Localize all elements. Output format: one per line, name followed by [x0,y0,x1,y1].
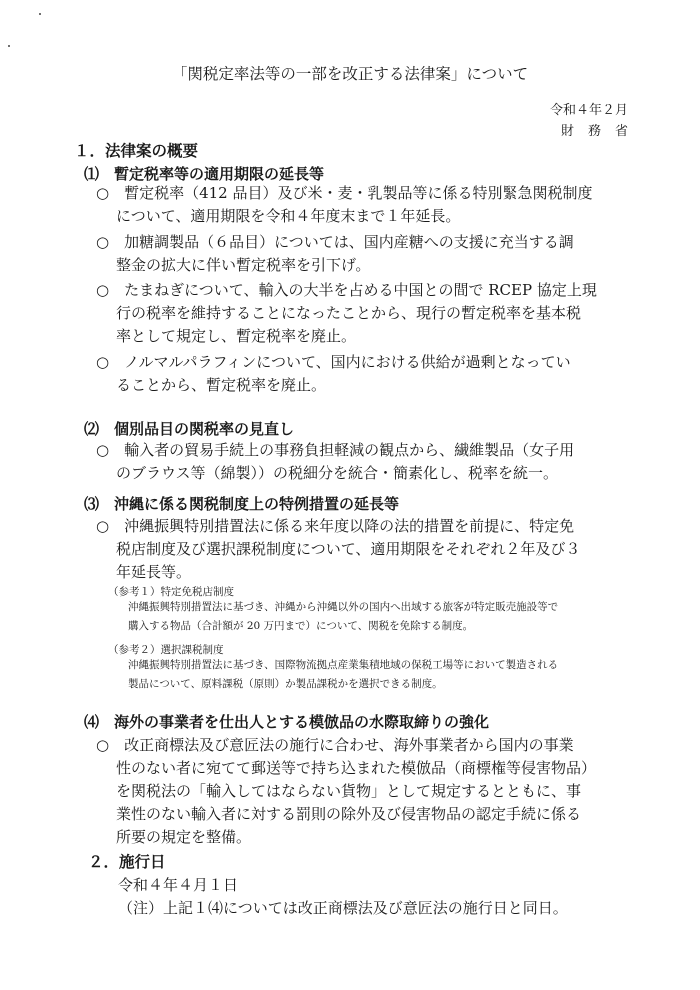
reference-line: 沖縄振興特別措置法に基づき、沖縄から沖縄以外の国内へ出域する旅客が特定販売施設等で [128,601,559,613]
paragraph-line: ○ 輸入者の貿易手続上の事務負担軽減の観点から、繊維製品（女子用 [96,441,575,459]
reference-body [128,656,558,694]
reference-line: 購入する物品（合計額が 20 万円まで）について、関税を免除する制度。 [128,620,474,632]
paragraph-line: ○ ノルマルパラフィンについて、国内における供給が過剰となってい [96,353,571,371]
paragraph-line: 整金の拡大に伴い暫定税率を引下げ。 [116,256,371,274]
note: （注）上記１⑷については改正商標法及び意匠法の施行日と同日。 [118,899,568,917]
paragraph [96,351,571,397]
reference-body [128,598,558,636]
paragraph-line: 性のない者に宛てて郵送等で持ち込まれた模倣品（商標権等侵害物品） [116,759,597,777]
reference-heading: （参考２）選択課税制度 [108,644,224,656]
paragraph [96,279,597,348]
reference-line: 沖縄振興特別措置法に基づき、国際物流拠点産業集積地域の保税工場等において製造される [128,659,559,671]
paragraph-line: 率として規定し、暫定税率を廃止。 [116,327,357,345]
paragraph [96,439,574,485]
paragraph-line: ○ 加糖調製品（６品目）については、国内産糖への支援に充当する調 [96,233,574,251]
paragraph-line: 税店制度及び選択課税制度について、適用期限をそれぞれ２年及び３ [116,540,581,558]
paragraph-line: を関税法の「輸入してはならない貨物」として規定するとともに、事 [116,782,582,800]
paragraph [96,182,593,228]
paragraph-line: ○ 暫定税率（412 品目）及び米・麦・乳製品等に係る特別緊急関税制度 [96,184,593,202]
reference-heading: （参考１）特定免税店制度 [108,586,234,598]
document-title: 「関税定率法等の一部を改正する法律案」について [171,65,529,83]
subsection-heading: ⑷ 海外の事業者を仕出人とする模倣品の水際取締りの強化 [84,713,490,731]
subsection-heading: ⑵ 個別品目の関税率の見直し [84,420,295,438]
section-heading: ２．施行日 [88,853,166,871]
effective-date: 令和４年４月１日 [118,876,239,894]
paragraph-line: 行の税率を維持することになったことから、現行の暫定税率を基本税 [116,304,582,322]
issuing-ministry: 財務省 [560,124,642,139]
paragraph-line: 年延長等。 [116,563,192,581]
scan-speck [8,45,10,47]
paragraph-line: ○ たまねぎについて、輸入の大半を占める中国との間で RCEP 協定上現 [96,281,597,299]
reference-line: 製品について、原料課税（原則）か製品課税かを選択できる制度。 [128,678,443,690]
paragraph-line: 業性のない輸入者に対する罰則の除外及び侵害物品の認定手続に係る [116,805,582,823]
paragraph [96,231,574,277]
paragraph [96,515,580,584]
paragraph-line: 所要の規定を整備。 [116,828,252,846]
subsection-heading: ⑶ 沖縄に係る関税制度上の特例措置の延長等 [84,495,400,513]
paragraph-line: のブラウス等（綿製））の税細分を統合・簡素化し、税率を統一。 [116,464,559,482]
paragraph-line: ○ 改正商標法及び意匠法の施行に合わせ、海外事業者から国内の事業 [96,736,574,754]
paragraph-line: について、適用期限を令和４年度末まで１年延長。 [116,207,461,225]
scan-speck [39,13,41,15]
paragraph-line: ることから、暫定税率を廃止。 [116,376,327,394]
document-date: 令和４年２月 [549,103,628,118]
section-heading: １．法律案の概要 [74,142,199,160]
paragraph-line: ○ 沖縄振興特別措置法に係る来年度以降の法的措置を前提に、特定免 [96,517,575,535]
subsection-heading: ⑴ 暫定税率等の適用期限の延長等 [84,165,325,183]
paragraph [96,734,596,849]
